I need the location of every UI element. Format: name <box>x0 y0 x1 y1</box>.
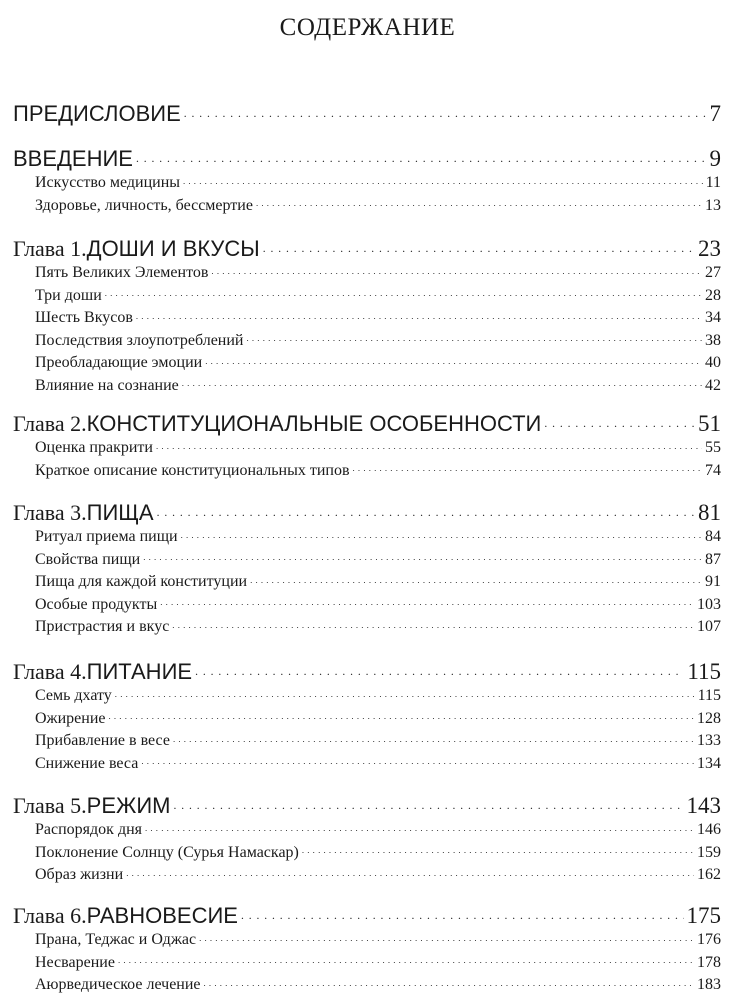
page-number: 87 <box>705 550 721 568</box>
entry-title: Снижение веса <box>35 754 139 772</box>
page-number: 9 <box>709 146 721 171</box>
dot-leader <box>250 570 702 586</box>
toc-heading <box>13 143 721 172</box>
toc-entry <box>35 436 721 457</box>
entry-title: Свойства пищи <box>35 550 141 568</box>
entry-title: Преобладающие эмоции <box>35 354 203 371</box>
page-number: 23 <box>698 236 721 261</box>
page-number: 38 <box>705 331 721 349</box>
page-number: 55 <box>705 439 721 456</box>
dot-leader <box>199 928 694 944</box>
dot-leader <box>302 841 694 857</box>
toc-entry <box>35 729 721 750</box>
heading-title: РЕЖИМ <box>86 793 171 818</box>
toc-entry <box>35 593 721 614</box>
dot-leader <box>156 436 702 452</box>
toc-heading <box>13 98 721 127</box>
toc-entry <box>35 752 721 773</box>
page-number: 183 <box>697 976 721 993</box>
entry-title: Семь дхату <box>35 687 112 704</box>
page-number: 133 <box>697 732 721 749</box>
page-number: 107 <box>697 618 721 635</box>
entry-title: Пристрастия и вкус <box>35 618 170 635</box>
page-number: 115 <box>697 687 721 704</box>
heading-title: ПРЕДИСЛОВИЕ <box>13 101 181 126</box>
dot-leader <box>182 374 702 390</box>
entry-title: Образ жизни <box>35 866 124 883</box>
dot-leader <box>115 684 695 700</box>
toc-entry <box>35 863 721 884</box>
entry-title: Ожирение <box>35 709 106 727</box>
dot-leader <box>173 729 694 745</box>
page-number: 103 <box>697 595 721 613</box>
toc-heading <box>13 900 721 929</box>
toc-entry <box>35 284 721 305</box>
chapter-prefix: Глава 4. <box>13 659 87 684</box>
dot-leader <box>184 98 707 121</box>
dot-leader <box>353 459 702 475</box>
page-number: 13 <box>705 196 721 214</box>
chapter-prefix: Глава 2. <box>13 411 87 436</box>
dot-leader <box>204 973 694 989</box>
heading-title: ПИТАНИЕ <box>86 659 193 684</box>
page-number: 51 <box>698 411 721 436</box>
dot-leader <box>181 525 702 541</box>
heading-title: ПИЩА <box>86 500 154 525</box>
heading-title: РАВНОВЕСИЕ <box>86 903 238 928</box>
entry-title: Влияние на сознание <box>35 376 179 394</box>
entry-title: Оценка пракрити <box>35 439 153 456</box>
dot-leader <box>141 752 694 768</box>
page-number: 175 <box>686 903 721 928</box>
toc-entry <box>35 351 721 372</box>
dot-leader <box>263 233 695 256</box>
entry-title: Последствия злоупотреблений <box>35 331 244 349</box>
dot-leader <box>205 351 702 367</box>
dot-leader <box>173 790 683 813</box>
page-number: 84 <box>705 528 721 545</box>
dot-leader <box>247 329 703 345</box>
toc-entry <box>35 525 721 546</box>
page-number: 27 <box>705 264 721 281</box>
dot-leader <box>160 593 694 609</box>
entry-title: Аюрведическое лечение <box>35 976 201 993</box>
toc-entry <box>35 615 721 636</box>
chapter-prefix: Глава 1. <box>13 236 87 261</box>
toc-entry <box>35 973 721 994</box>
toc-entry <box>35 306 721 327</box>
entry-title: Шесть Вкусов <box>35 309 133 326</box>
chapter-prefix: Глава 3. <box>13 500 87 525</box>
page-number: 115 <box>687 659 721 684</box>
page-number: 40 <box>705 354 721 371</box>
entry-title: Поклонение Солнцу (Сурья Намаскар) <box>35 843 299 861</box>
heading-title: ДОШИ И ВКУСЫ <box>86 236 260 261</box>
dot-leader <box>136 306 702 322</box>
toc-entry <box>35 194 721 215</box>
page-number: 28 <box>705 286 721 304</box>
toc-entry <box>35 171 721 192</box>
entry-title: Здоровье, личность, бессмертие <box>35 196 253 214</box>
dot-leader <box>256 194 702 210</box>
dot-leader <box>195 656 684 679</box>
page-number: 162 <box>697 866 721 883</box>
toc-entry <box>35 329 721 350</box>
toc-heading <box>13 233 721 262</box>
page-number: 34 <box>705 309 721 326</box>
dot-leader <box>126 863 694 879</box>
entry-title: Искусство медицины <box>35 174 180 191</box>
toc-heading <box>13 408 721 437</box>
toc-heading <box>13 790 721 819</box>
entry-title: Три доши <box>35 286 102 304</box>
page-number: 11 <box>705 174 721 191</box>
dot-leader <box>145 818 694 834</box>
entry-title: Пять Великих Элементов <box>35 264 209 281</box>
toc-entry <box>35 261 721 282</box>
dot-leader <box>183 171 703 187</box>
toc-entry <box>35 928 721 949</box>
dot-leader <box>105 284 702 300</box>
entry-title: Особые продукты <box>35 595 158 613</box>
entry-title: Несварение <box>35 953 115 971</box>
toc-entry <box>35 459 721 480</box>
page-number: 74 <box>705 461 721 479</box>
toc-heading <box>13 497 721 526</box>
dot-leader <box>157 497 695 520</box>
chapter-prefix: Глава 6. <box>13 903 87 928</box>
toc-heading <box>13 656 721 685</box>
toc-entry <box>35 684 721 705</box>
page-number: 91 <box>705 573 721 590</box>
heading-title: ВВЕДЕНИЕ <box>13 146 133 171</box>
toc-entry <box>35 818 721 839</box>
dot-leader <box>241 900 684 923</box>
toc-entry <box>35 374 721 395</box>
toc-entry <box>35 841 721 862</box>
page-number: 176 <box>697 931 721 948</box>
page-number: 143 <box>686 793 721 818</box>
page-title: СОДЕРЖАНИЕ <box>279 14 456 41</box>
page-number: 178 <box>697 953 721 971</box>
entry-title: Прибавление в весе <box>35 732 170 749</box>
toc-entry <box>35 548 721 569</box>
entry-title: Прана, Теджас и Оджас <box>35 931 197 948</box>
toc-entry <box>35 570 721 591</box>
dot-leader <box>172 615 694 631</box>
dot-leader <box>211 261 702 277</box>
page-number: 146 <box>697 821 721 838</box>
dot-leader <box>136 143 707 166</box>
dot-leader <box>109 707 695 723</box>
dot-leader <box>544 408 695 431</box>
entry-title: Распорядок дня <box>35 821 142 838</box>
page-number: 128 <box>697 709 721 727</box>
dot-leader <box>118 951 694 967</box>
entry-title: Краткое описание конституциональных типов <box>35 461 350 479</box>
page-number: 42 <box>705 376 721 394</box>
toc-entry <box>35 951 721 972</box>
page-number: 7 <box>709 101 721 126</box>
page-number: 81 <box>698 500 721 525</box>
dot-leader <box>143 548 702 564</box>
entry-title: Ритуал приема пищи <box>35 528 178 545</box>
entry-title: Пища для каждой конституции <box>35 573 248 590</box>
page-number: 134 <box>697 754 721 772</box>
toc-entry <box>35 707 721 728</box>
chapter-prefix: Глава 5. <box>13 793 87 818</box>
page-number: 159 <box>697 843 721 861</box>
heading-title: КОНСТИТУЦИОНАЛЬНЫЕ ОСОБЕННОСТИ <box>86 411 542 436</box>
